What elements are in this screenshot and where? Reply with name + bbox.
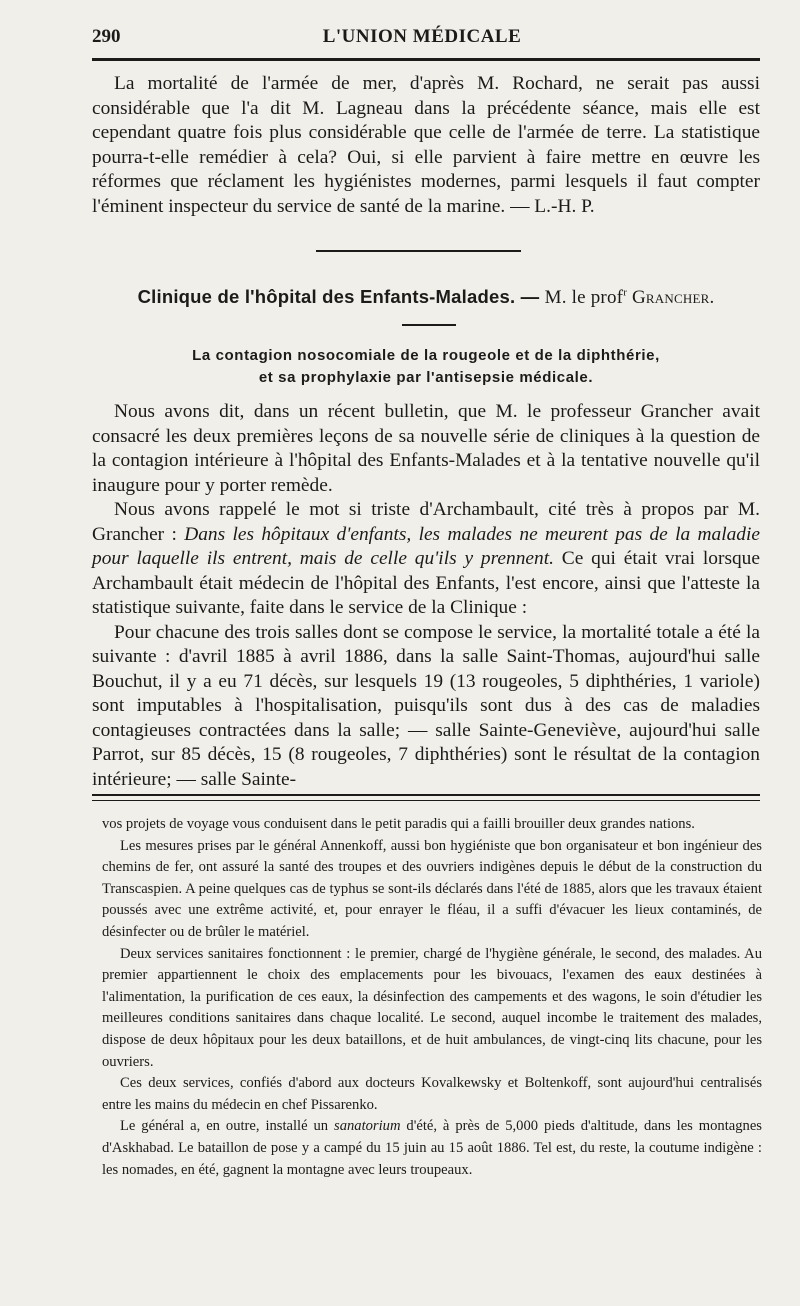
clinic-heading: [92, 286, 760, 309]
sanatorium-word: sanatorium: [334, 1118, 401, 1135]
feuilleton-divider: [92, 794, 760, 801]
prof-label: M. le prof: [544, 287, 624, 308]
section-divider: [316, 250, 521, 252]
feuilleton-paragraph-2: Les mesures prises par le général Annenkoff, aussi bon hygiéniste que bon organisateur et bon ingénieur des chemins de fer, ont assuré la santé des troupes et des ouvriers indigènes depuis le début de la construction du Transcaspien. A peine quelques cas de typhus se sont-ils déclarés dans l'été de 1885, alors que les travaux étaient poussés avec une extrême activité, et, pour enrayer le fléau, il a suffi d'évacuer les lieux contaminés, de désinfecter ou de brûler le matériel.: [102, 837, 762, 940]
article-title-line-2: et sa prophylaxie par l'antisepsie médicale.: [258, 369, 594, 386]
paragraph-2-start: Nous avons rappelé le mot si triste d'Archambault, cité très à propos par M. Grancher :: [92, 499, 760, 545]
article-title-line-1: La contagion nosocomiale de la rougeole et de la diphthérie,: [192, 347, 660, 364]
clinic-heading-main: Clinique de l'hôpital des Enfants-Malades. —: [137, 286, 545, 307]
archambault-quote: Dans les hôpitaux d'enfants, les malades ne meurent pas de la maladie pour laquelle ils entrent, mais de celle qu'ils y prennent.: [92, 523, 760, 569]
intro-paragraph: La mortalité de l'armée de mer, d'après M. Rochard, ne serait pas aussi considérable que l'a dit M. Lagneau dans la précédente séance, mais elle est cependant quatre fois plus considérable que celle de l'armée de terre. La statistique pourra-t-elle remédier à cela? Oui, si elle parvient à faire mettre en œuvre les réformes que réclament les hygiénistes modernes, parmi lesquels il faut compter l'éminent inspecteur du service de santé de la marine. — L.-H. P.: [92, 73, 760, 217]
header-rule: [92, 58, 760, 61]
page-number: 290: [92, 26, 121, 47]
feuilleton-paragraph-1: vos projets de voyage vous conduisent dans le petit paradis qui a failli brouiller deux grandes nations.: [102, 816, 695, 832]
journal-title: L'UNION MÉDICALE: [322, 26, 522, 47]
feuilleton-paragraph-3: Deux services sanitaires fonctionnent : le premier, chargé de l'hygiène générale, le second, des malades. Au premier appartiennent le choix des emplacements pour les bivouacs, l'examen des eaux destinées à l'alimentation, la purification de ces eaux, la désinfection des campements et des wagons, le soin d'étudier les meilleures conditions sanitaires dans chaque localité. Le second, auquel incombe le traitement des malades, dispose de deux hôpitaux pour les deux bataillons, et de huit ambulances, de vingt-cinq lits chacune, pour les ouvriers.: [102, 945, 762, 1070]
prof-suffix: r: [623, 286, 628, 299]
paragraph-5-end: d'été, à près de 5,000 pieds d'altitude, dans les montagnes d'Askhabad. Le bataillon de pose y a campé du 15 juin au 15 août 1886. Tel est, du reste, la coutume indigène : les nomades, en été, gagnent la montagne avec leurs troupeaux.: [102, 1118, 762, 1178]
clinic-heading-prof: [545, 287, 715, 308]
prof-name: Grancher.: [627, 287, 715, 308]
heading-divider: [402, 324, 456, 326]
article-paragraph-3: Pour chacune des trois salles dont se compose le service, la mortalité totale a été la suivante : d'avril 1885 à avril 1886, dans la salle Saint-Thomas, aujourd'hui salle Bouchut, il y a eu 71 décès, sur lesquels 19 (13 rougeoles, 5 diphthéries, 1 variole) sont imputables à l'hospitalisation, puisqu'ils sont dus à des cas de maladies contagieuses contractées dans la salle; — salle Sainte-Geneviève, aujourd'hui salle Parrot, sur 85 décès, 15 (8 rougeoles, 7 diphthéries) sont le résultat de la contagion intérieure; — salle Sainte-: [92, 621, 760, 790]
paragraph-2-end: Ce qui était vrai lorsque Archambault était médecin de l'hôpital des Enfants, l'est encore, ainsi que l'atteste la statistique suivante, faite dans le service de la Clinique :: [92, 548, 760, 618]
article-body: [92, 400, 760, 792]
feuilleton-paragraph-5: [102, 1116, 762, 1181]
feuilleton-section: [102, 814, 762, 1181]
paragraph-5-start: Le général a, en outre, installé un: [120, 1118, 335, 1135]
article-title: [92, 345, 760, 389]
page-header: [92, 22, 752, 52]
article-paragraph-2: [92, 498, 760, 621]
feuilleton-paragraph-4: Ces deux services, confiés d'abord aux docteurs Kovalkewsky et Boltenkoff, sont aujourd'hui centralisés entre les mains du médecin en chef Pissarenko.: [102, 1075, 762, 1113]
article-paragraph-1: Nous avons dit, dans un récent bulletin, que M. le professeur Grancher avait consacré les deux premières leçons de sa nouvelle série de cliniques à la question de la contagion intérieure à l'hôpital des Enfants-Malades et à la tentative nouvelle qu'il inaugure pour y porter remède.: [92, 401, 760, 496]
